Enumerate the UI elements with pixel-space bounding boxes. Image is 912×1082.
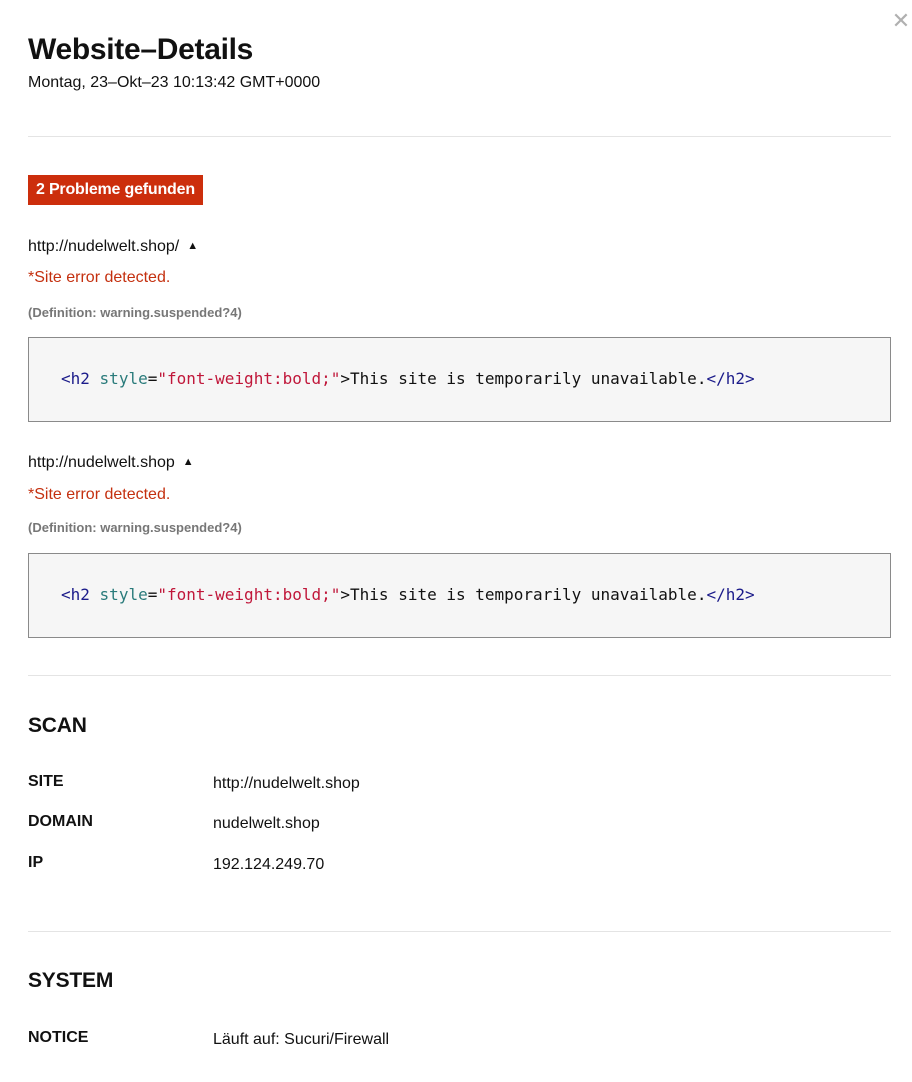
page-title: Website–Details [28,33,254,66]
scan-site-value: http://nudelwelt.shop [213,775,360,792]
scan-site-label: SITE [28,773,64,790]
code-gt: > [340,585,351,604]
scan-domain-label: DOMAIN [28,813,93,830]
code-close-tag: </h2> [706,369,755,388]
code-snippet [61,585,755,604]
code-gt: > [340,369,351,388]
scan-timestamp: Montag, 23–Okt–23 10:13:42 GMT+0000 [28,74,321,91]
issue-definition: (Definition: warning.suspended?4) [28,520,242,535]
system-section-title: SYSTEM [28,969,114,992]
close-icon[interactable]: ✕ [891,8,911,33]
scan-ip-label: IP [28,854,44,871]
scan-section-title: SCAN [28,714,87,737]
caret-up-icon: ▲ [187,240,199,252]
issue-error: *Site error detected. [28,269,171,286]
code-block [28,337,891,422]
issue-url: http://nudelwelt.shop/ [28,238,180,255]
code-attr-value: "font-weight:bold;" [157,369,341,388]
code-text: This site is temporarily unavailable. [350,369,707,388]
problems-badge: 2 Probleme gefunden [28,175,203,205]
code-equals: = [147,585,158,604]
code-snippet [61,369,755,388]
code-block [28,553,891,638]
code-attr-name: style [99,585,148,604]
issue-definition: (Definition: warning.suspended?4) [28,305,242,320]
issue-error: *Site error detected. [28,486,171,503]
divider [28,136,891,137]
issue-url-toggle[interactable] [28,454,194,472]
caret-up-icon: ▲ [182,456,194,468]
code-open-tag: <h2 [61,369,90,388]
system-notice-value: Läuft auf: Sucuri/Firewall [213,1031,390,1048]
code-text: This site is temporarily unavailable. [350,585,707,604]
issue-url: http://nudelwelt.shop [28,454,175,471]
issue-url-toggle[interactable] [28,238,198,256]
code-close-tag: </h2> [706,585,755,604]
code-attr-name: style [99,369,148,388]
scan-ip-value: 192.124.249.70 [213,856,325,873]
system-notice-label: NOTICE [28,1029,89,1046]
code-equals: = [147,369,158,388]
divider [28,675,891,676]
divider [28,931,891,932]
code-attr-value: "font-weight:bold;" [157,585,341,604]
scan-domain-value: nudelwelt.shop [213,815,320,832]
code-open-tag: <h2 [61,585,90,604]
